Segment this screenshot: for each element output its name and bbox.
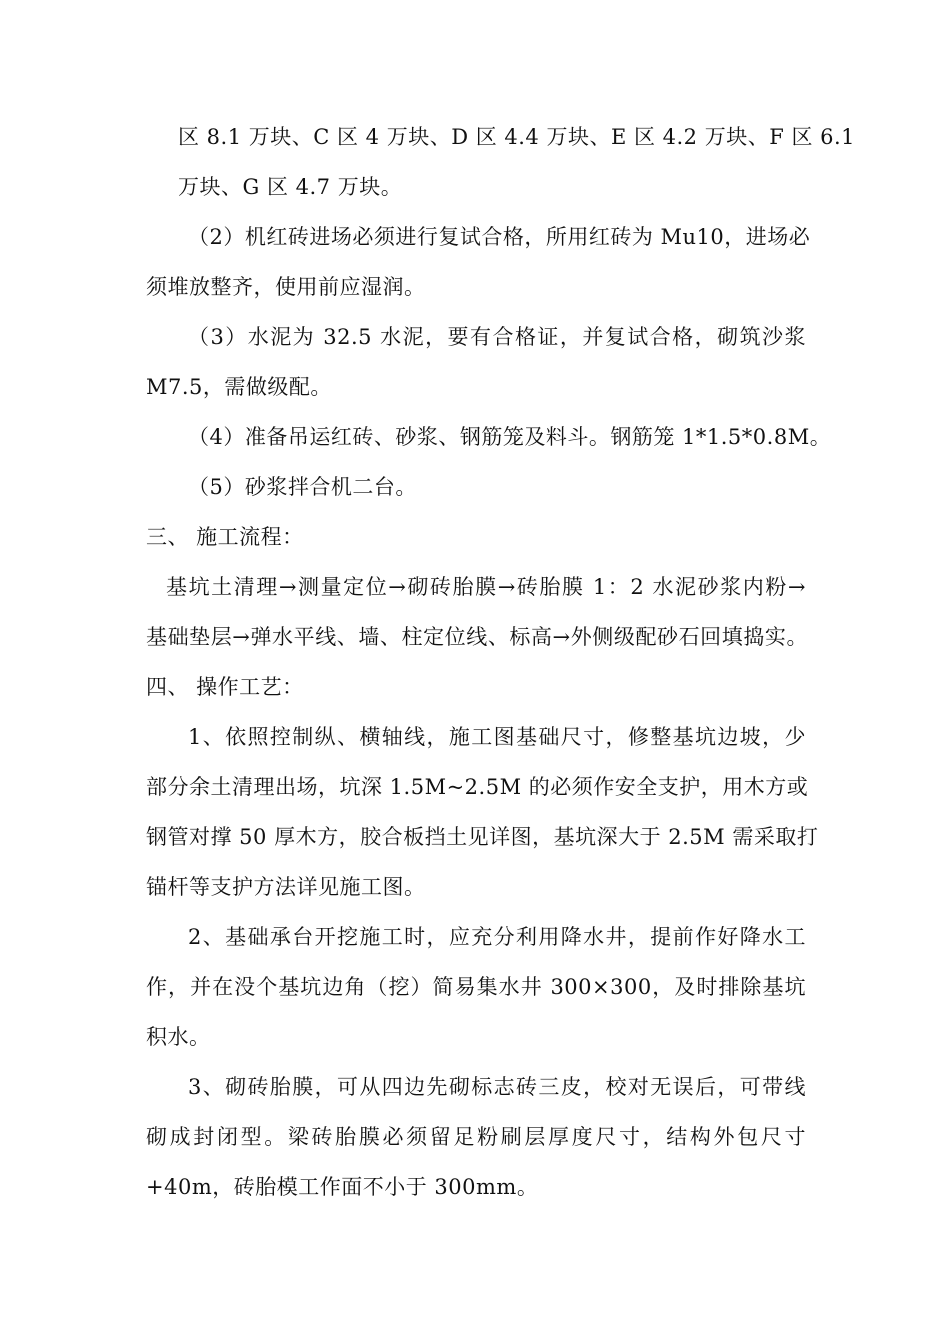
text-line: （2）机红砖进场必须进行复试合格，所用红砖为 Mu10，进场必 [188, 225, 811, 249]
text-line: 作，并在没个基坑边角（挖）简易集水井 300×300，及时排除基坑 [146, 975, 806, 999]
text-line: 须堆放整齐，使用前应湿润。 [146, 275, 426, 299]
text-line: 1、依照控制纵、横轴线，施工图基础尺寸，修整基坑边坡，少 [188, 725, 806, 749]
text-line: （5）砂浆拌合机二台。 [188, 475, 417, 499]
text-line: 积水。 [146, 1025, 211, 1049]
text-line: （3）水泥为 32.5 水泥，要有合格证，并复试合格，砌筑沙浆 [188, 325, 806, 349]
text-line: +40m，砖胎模工作面不小于 300mm。 [146, 1175, 539, 1199]
text-line: 基础垫层→弹水平线、墙、柱定位线、标高→外侧级配砂石回填捣实。 [146, 625, 808, 649]
text-line: 锚杆等支护方法详见施工图。 [146, 875, 426, 899]
text-line: 砌成封闭型。梁砖胎膜必须留足粉刷层厚度尺寸，结构外包尺寸 [146, 1125, 806, 1149]
text-line: M7.5，需做级配。 [146, 375, 332, 399]
text-line: 万块、G 区 4.7 万块。 [178, 175, 403, 199]
text-line: （4）准备吊运红砖、砂浆、钢筋笼及料斗。钢筋笼 1*1.5*0.8M。 [188, 425, 832, 449]
section-heading: 四、 操作工艺： [146, 675, 304, 699]
text-line: 钢管对撑 50 厚木方，胶合板挡土见详图，基坑深大于 2.5M 需采取打 [146, 825, 819, 849]
text-line: 区 8.1 万块、C 区 4 万块、D 区 4.4 万块、E 区 4.2 万块、F 区 6.1 [178, 125, 856, 149]
text-line: 基坑土清理→测量定位→砌砖胎膜→砖胎膜 1：2 水泥砂浆内粉→ [166, 575, 806, 599]
text-line: 3、砌砖胎膜，可从四边先砌标志砖三皮，校对无误后，可带线 [188, 1075, 806, 1099]
section-heading: 三、 施工流程： [146, 525, 304, 549]
text-line: 2、基础承台开挖施工时，应充分利用降水井，提前作好降水工 [188, 925, 806, 949]
text-line: 部分余土清理出场，坑深 1.5M~2.5M 的必须作安全支护，用木方或 [146, 775, 809, 799]
